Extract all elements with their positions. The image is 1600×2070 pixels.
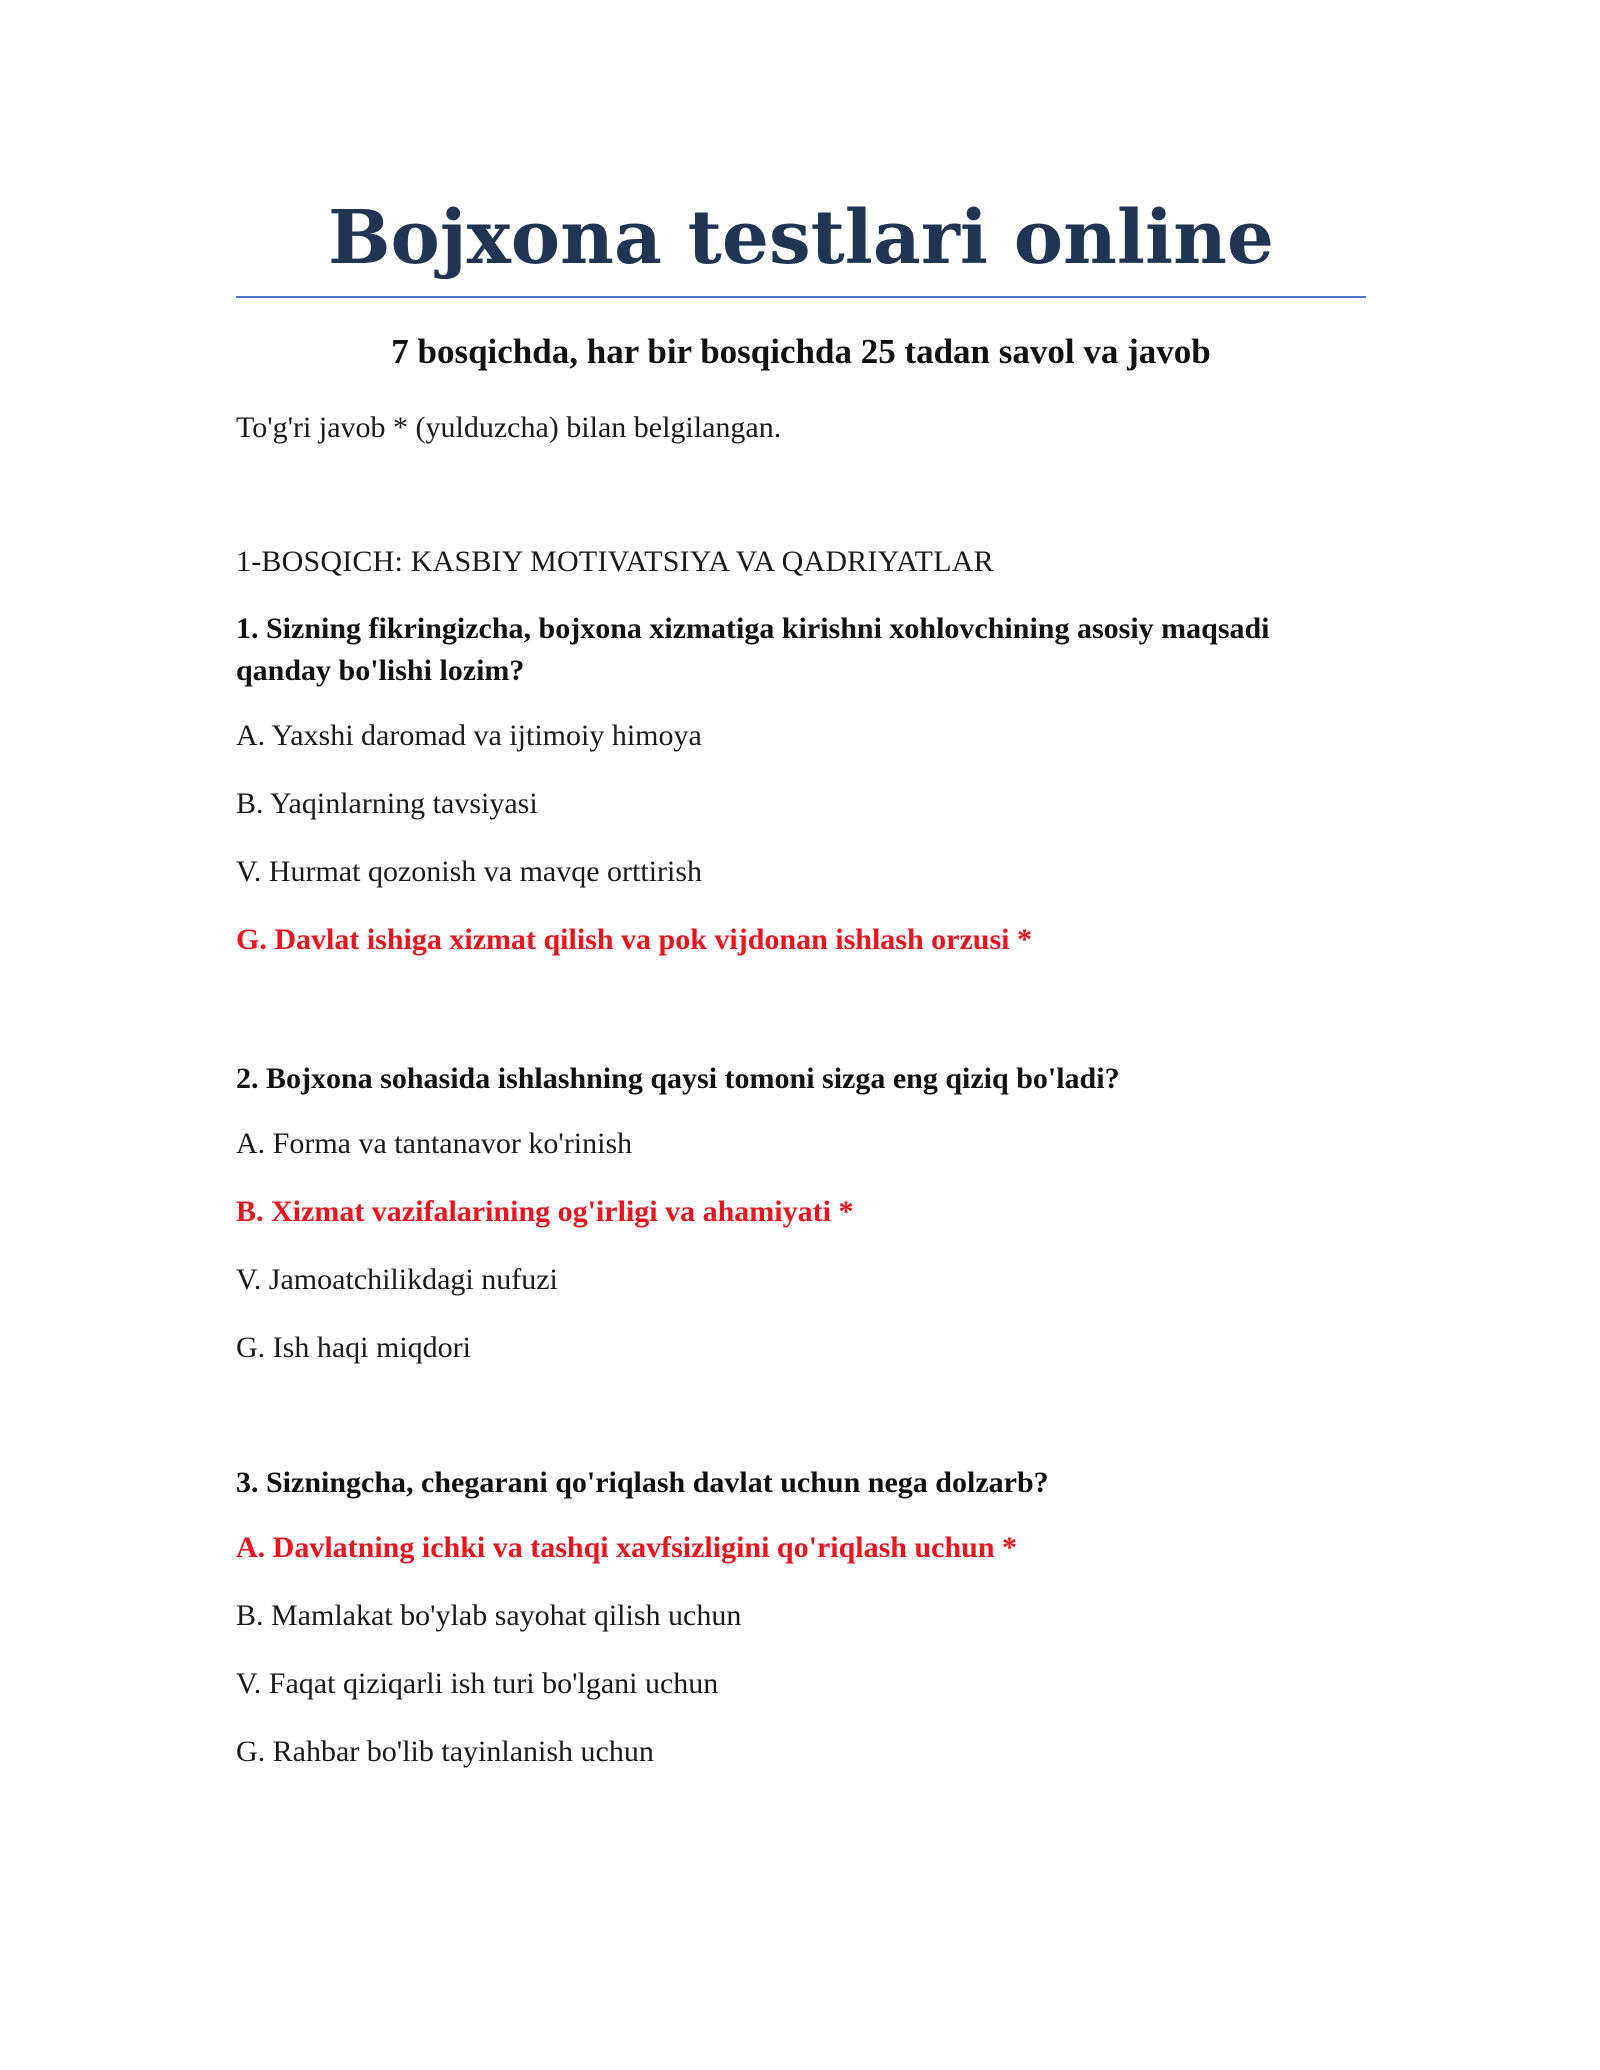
question-block-3	[236, 1462, 1366, 1768]
answer-option: B. Yaqinlarning tavsiyasi	[236, 787, 538, 820]
answer-option-correct: A. Davlatning ichki va tashqi xavfsizligini qo'riqlash uchun *	[236, 1531, 1018, 1564]
answer-option-correct: G. Davlat ishiga xizmat qilish va pok vijdonan ishlash orzusi *	[236, 923, 1032, 956]
answer-option: G. Ish haqi miqdori	[236, 1331, 471, 1364]
stage-heading: 1-BOSQICH: KASBIY MOTIVATSIYA VA QADRIYATLAR	[236, 545, 994, 578]
title-underline	[236, 296, 1366, 298]
document-page	[236, 190, 1366, 1768]
document-title: Bojxona testlari online	[328, 195, 1274, 281]
question-text: 3. Sizningcha, chegarani qo'riqlash davlat uchun nega dolzarb?	[236, 1466, 1049, 1499]
question-text: 1. Sizning fikringizcha, bojxona xizmatiga kirishni xohlovchining asosiy maqsadi qanday bo'lishi lozim?	[236, 612, 1270, 687]
answer-option: G. Rahbar bo'lib tayinlanish uchun	[236, 1735, 654, 1768]
answer-option: A. Yaxshi daromad va ijtimoiy himoya	[236, 719, 702, 752]
answer-option-correct: B. Xizmat vazifalarining og'irligi va ahamiyati *	[236, 1195, 854, 1228]
answer-option: V. Jamoatchilikdagi nufuzi	[236, 1263, 558, 1296]
answer-option: V. Hurmat qozonish va mavqe orttirish	[236, 855, 703, 888]
document-subtitle: 7 bosqichda, har bir bosqichda 25 tadan savol va javob	[391, 332, 1211, 371]
answer-option: V. Faqat qiziqarli ish turi bo'lgani uchun	[236, 1667, 719, 1700]
answer-option: B. Mamlakat bo'ylab sayohat qilish uchun	[236, 1599, 742, 1632]
answer-option: A. Forma va tantanavor ko'rinish	[236, 1127, 633, 1160]
answer-key-note: To'g'ri javob * (yulduzcha) bilan belgilangan.	[236, 411, 782, 444]
question-block-1	[236, 608, 1366, 956]
question-block-2	[236, 1058, 1366, 1364]
question-text: 2. Bojxona sohasida ishlashning qaysi tomoni sizga eng qiziq bo'ladi?	[236, 1062, 1120, 1095]
